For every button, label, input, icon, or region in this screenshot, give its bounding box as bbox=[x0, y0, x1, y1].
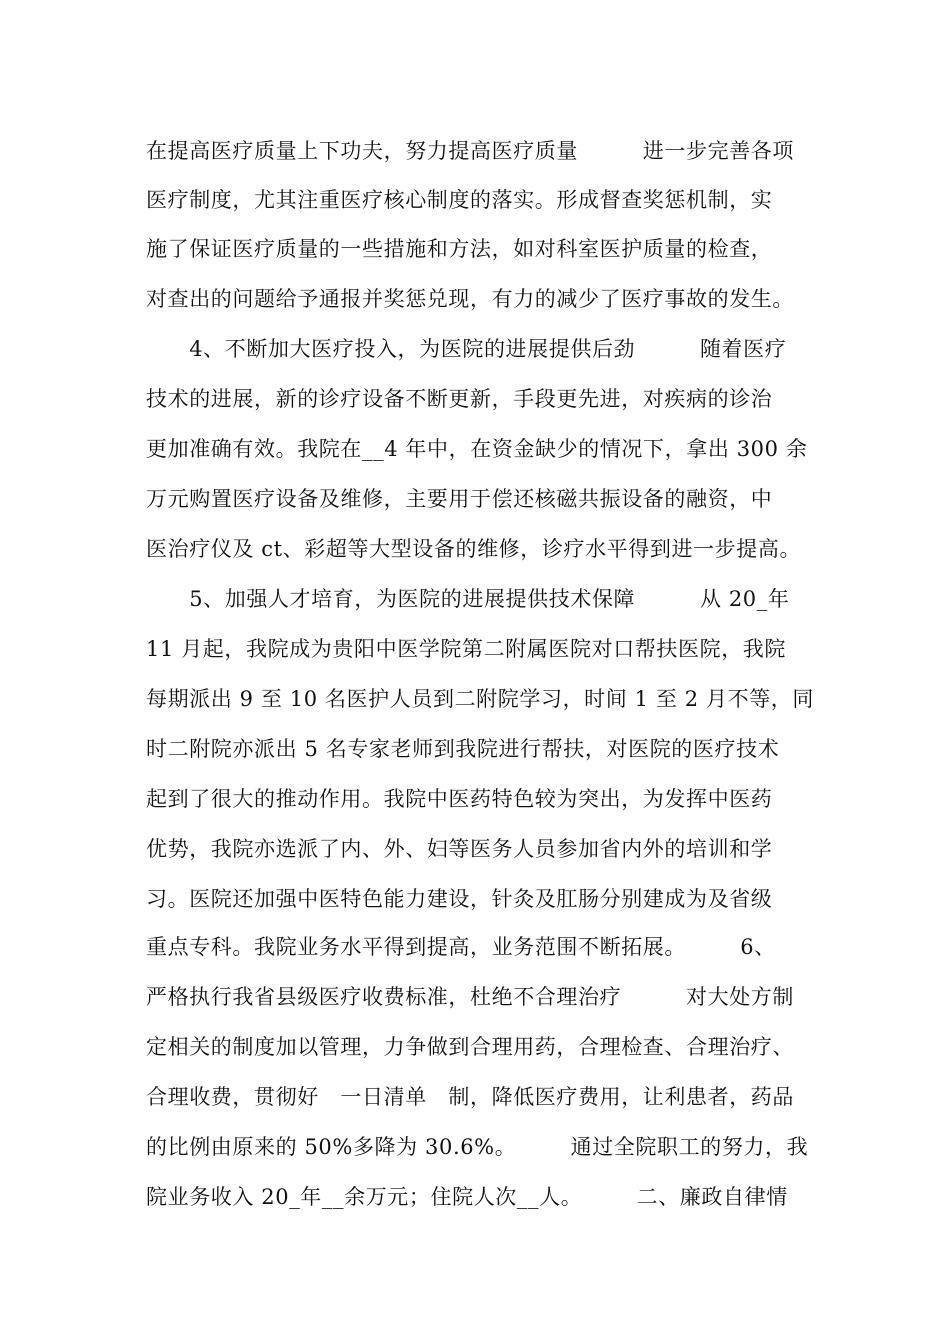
text-line-13: 时二附院亦派出 5 名专家老师到我院进行帮扶，对医院的医疗技术 bbox=[146, 737, 780, 761]
text-line-10: 5、加强人才培育，为医院的进展提供技术保障 从 20_年 bbox=[146, 587, 790, 611]
text-line-1: 在提高医疗质量上下功夫，努力提高医疗质量 进一步完善各项 bbox=[146, 139, 794, 163]
text-line-7: 更加准确有效。我院在__4 年中，在资金缺少的情况下，拿出 300 余 bbox=[146, 437, 808, 461]
text-line-21: 的比例由原来的 50%多降为 30.6%。 通过全院职工的努力，我 bbox=[146, 1135, 809, 1159]
text-line-15: 优势，我院亦选派了内、外、妇等医务人员参加省内外的培训和学 bbox=[146, 837, 773, 861]
text-line-8: 万元购置医疗设备及维修，主要用于偿还核磁共振设备的融资，中 bbox=[146, 487, 773, 511]
text-line-3: 施了保证医疗质量的一些措施和方法，如对科室医护质量的检查， bbox=[146, 237, 773, 261]
text-line-4: 对查出的问题给予通报并奖惩兑现，有力的减少了医疗事故的发生。 bbox=[146, 287, 794, 311]
text-line-20: 合理收费，贯彻好 一日清单 制，降低医疗费用，让利患者，药品 bbox=[146, 1085, 794, 1109]
text-line-16: 习。医院还加强中医特色能力建设，针灸及肛肠分别建成为及省级 bbox=[146, 887, 773, 911]
text-line-2: 医疗制度，尤其注重医疗核心制度的落实。形成督查奖惩机制，实 bbox=[146, 188, 773, 212]
text-line-12: 每期派出 9 至 10 名医护人员到二附院学习，时间 1 至 2 月不等，同 bbox=[146, 687, 815, 711]
text-line-18: 严格执行我省县级医疗收费标准，杜绝不合理治疗 对大处方制 bbox=[146, 985, 794, 1009]
text-line-6: 技术的进展，新的诊疗设备不断更新，手段更先进，对疾病的诊治 bbox=[146, 387, 773, 411]
text-line-9: 医治疗仪及 ct、彩超等大型设备的维修，诊疗水平得到进一步提高。 bbox=[146, 537, 802, 561]
text-line-19: 定相关的制度加以管理，力争做到合理用药，合理检查、合理治疗、 bbox=[146, 1035, 794, 1059]
text-line-17: 重点专科。我院业务水平得到提高，业务范围不断拓展。 6、 bbox=[146, 935, 776, 959]
text-line-14: 起到了很大的推动作用。我院中医药特色较为突出，为发挥中医药 bbox=[146, 787, 773, 811]
text-line-5: 4、不断加大医疗投入，为医院的进展提供后劲 随着医疗 bbox=[146, 337, 787, 361]
text-line-22: 院业务收入 20_年__余万元；住院人次__人。 二、廉政自律情 bbox=[146, 1185, 788, 1209]
text-line-11: 11 月起，我院成为贵阳中医学院第二附属医院对口帮扶医院，我院 bbox=[146, 637, 786, 661]
